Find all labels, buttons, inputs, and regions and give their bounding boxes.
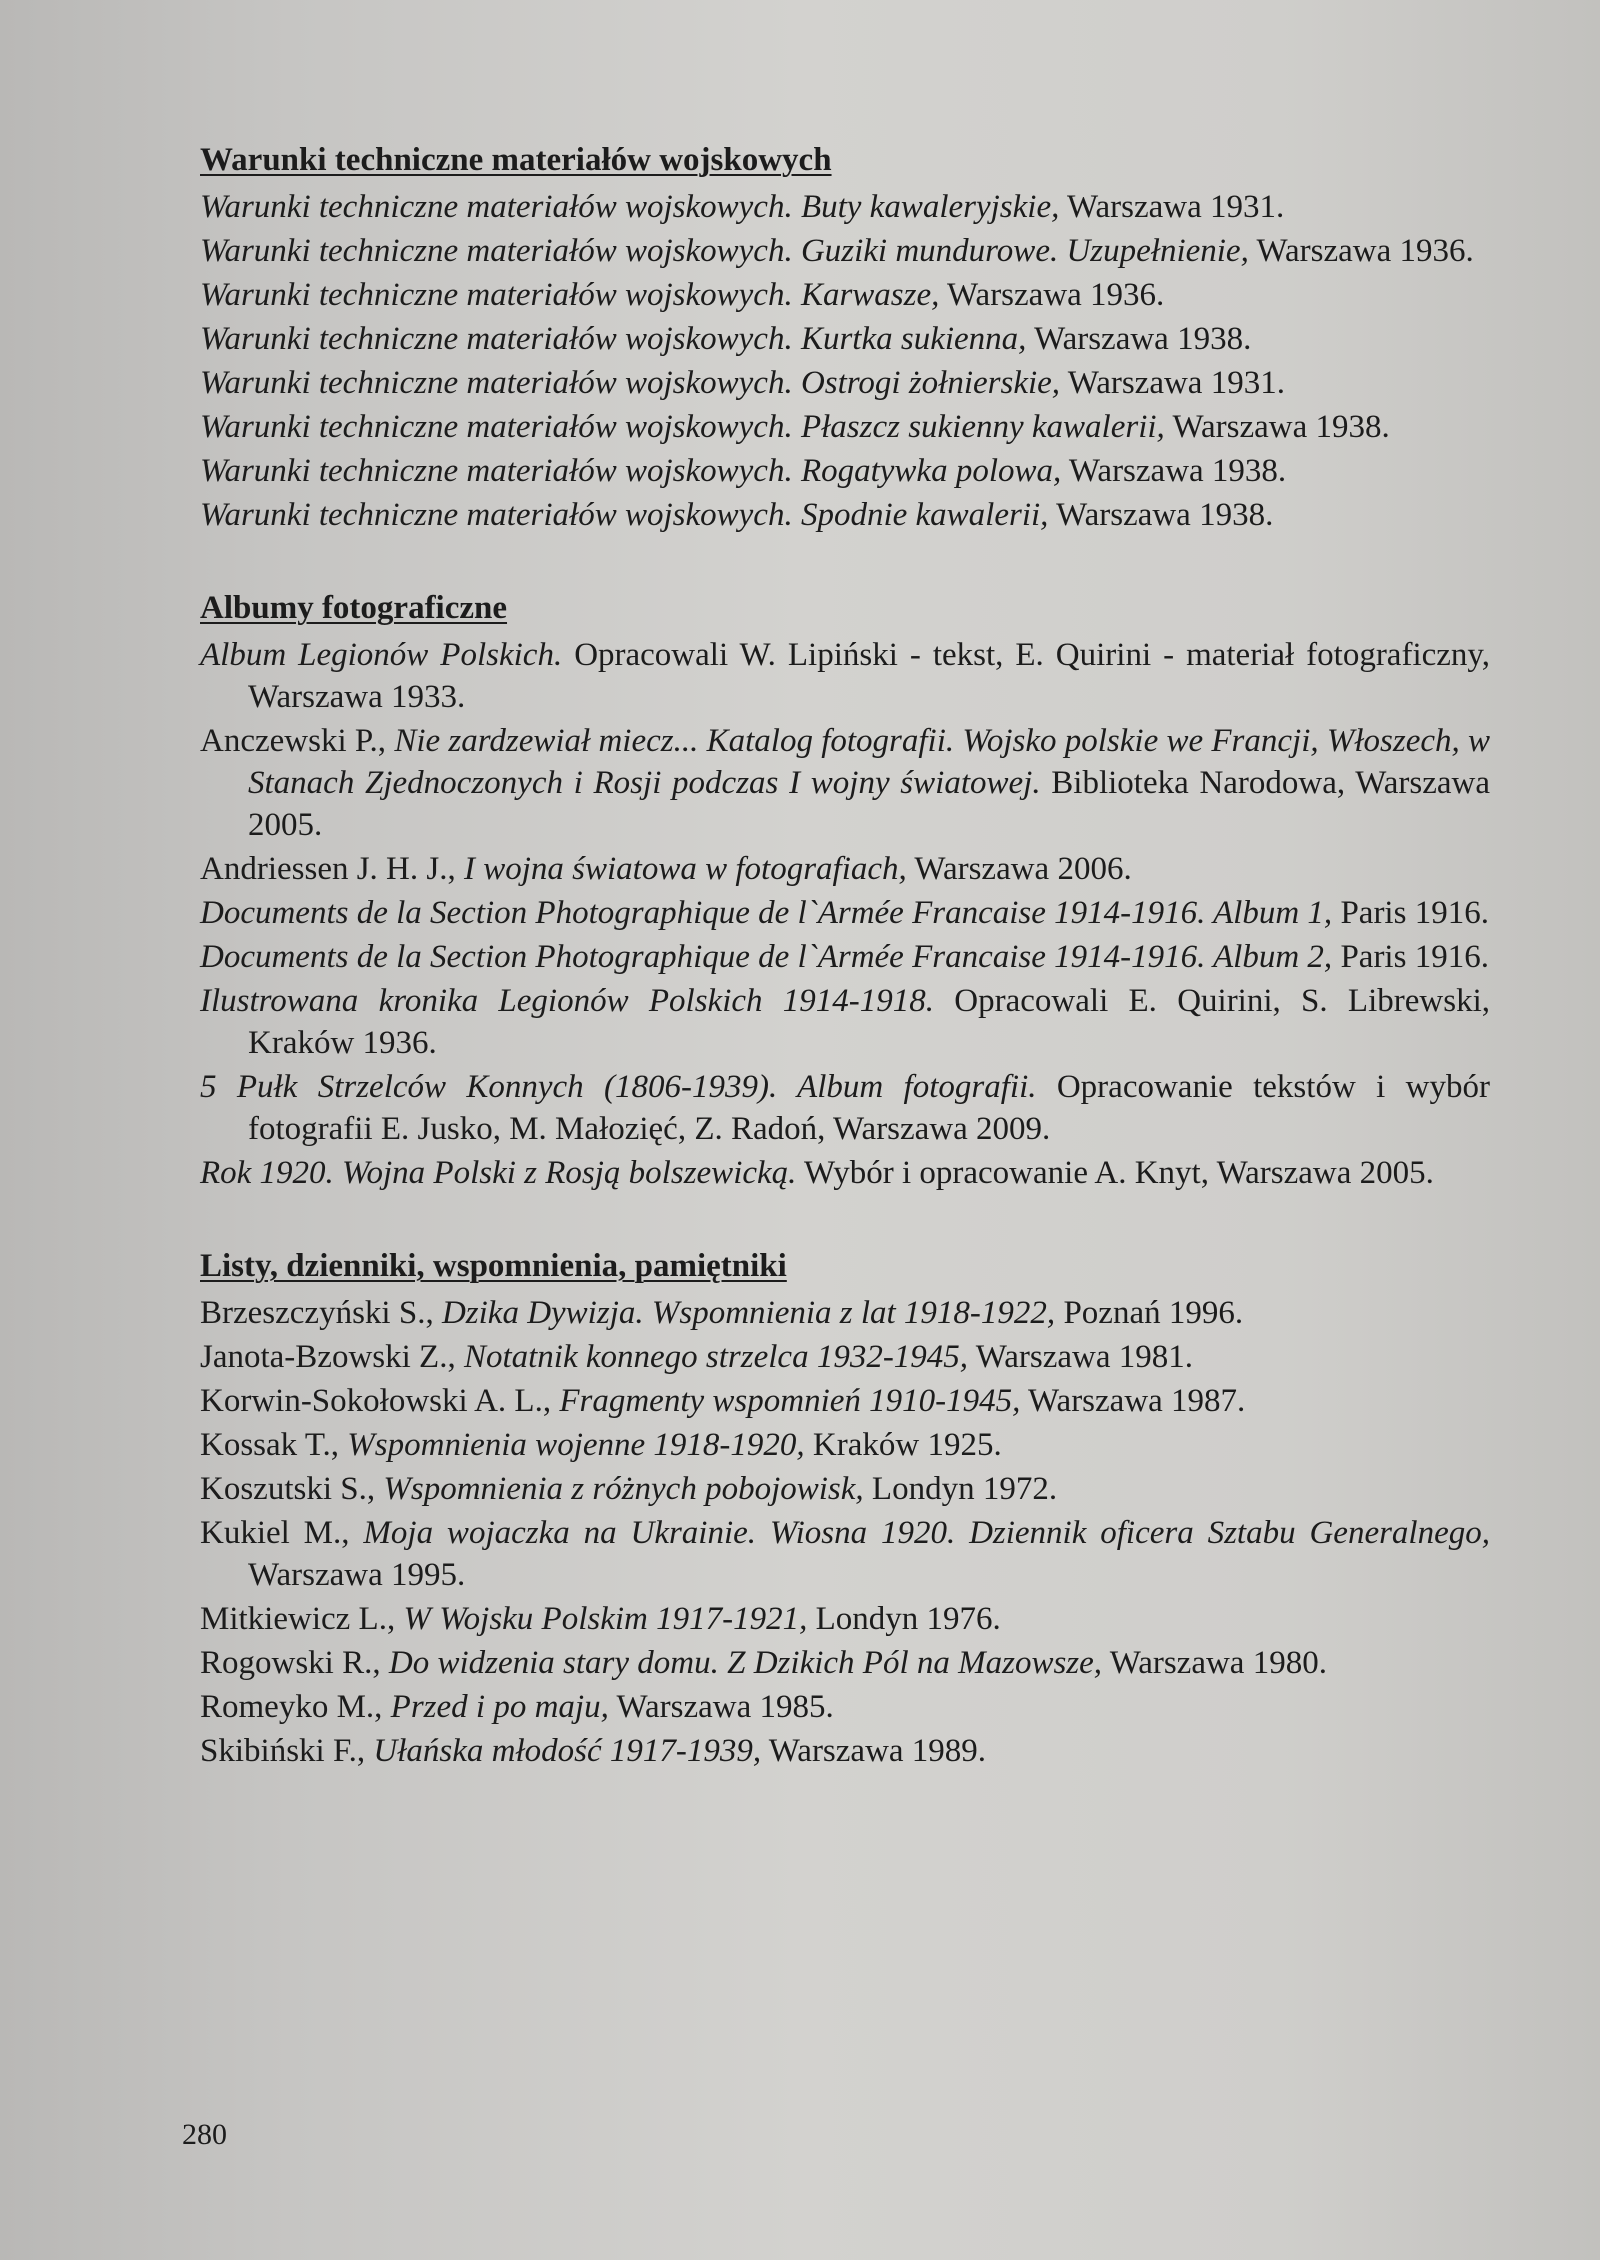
entry-title: 5 Pułk Strzelców Konnych (1806-1939). Album fotografii. xyxy=(200,1069,1037,1105)
entry-title: Do widzenia stary domu. Z Dzikich Pól na Mazowsze, xyxy=(388,1645,1103,1681)
entry-publication-info: Warszawa 1980. xyxy=(1102,1645,1327,1681)
bibliography-entry xyxy=(200,1152,1490,1194)
bibliography-section xyxy=(200,588,1490,1194)
entry-publication-info: Warszawa 1981. xyxy=(968,1339,1193,1375)
entry-publication-info: Warszawa 1931. xyxy=(1059,189,1285,225)
bibliography-entry xyxy=(200,494,1490,536)
entry-publication-info: Opracowanie tekstów i wybór fotografii E. Jusko, M. Małozięć, Z. Radoń, Warszawa 2009. xyxy=(248,1069,1490,1147)
entry-title: Documents de la Section Photographique de l`Armée Francaise 1914-1916. Album 2, xyxy=(200,939,1333,975)
bibliography-entry xyxy=(200,634,1490,718)
entry-publication-info: Warszawa 1985. xyxy=(608,1689,834,1725)
entry-publication-info: Londyn 1976. xyxy=(807,1601,1001,1637)
bibliography-entry xyxy=(200,318,1490,360)
entry-publication-info: Warszawa 1989. xyxy=(761,1733,987,1769)
bibliography-entry xyxy=(200,1292,1490,1334)
entry-author: Koszutski S., xyxy=(200,1471,384,1507)
entry-publication-info: Paris 1916. xyxy=(1332,939,1489,975)
entry-publication-info: Wybór i opracowanie A. Knyt, Warszawa 2005. xyxy=(796,1155,1434,1191)
bibliography-entry xyxy=(200,362,1490,404)
entry-title: Moja wojaczka na Ukrainie. Wiosna 1920. Dziennik oficera Sztabu Generalnego, xyxy=(363,1515,1490,1551)
entry-publication-info: Warszawa 1938. xyxy=(1164,409,1390,445)
entry-title: Warunki techniczne materiałów wojskowych. Guziki mundurowe. Uzupełnienie, xyxy=(200,233,1249,269)
page-number: 280 xyxy=(182,2118,227,2151)
entry-publication-info: Opracowali W. Lipiński - tekst, E. Quirini - materiał fotograficzny, Warszawa 1933. xyxy=(248,637,1491,715)
bibliography-entry xyxy=(200,1468,1490,1510)
bibliography-section xyxy=(200,1246,1490,1772)
bibliography-entry xyxy=(200,1424,1490,1466)
entry-author: Romeyko M., xyxy=(200,1689,391,1725)
entry-title: Warunki techniczne materiałów wojskowych. Rogatywka polowa, xyxy=(200,453,1062,489)
bibliography-entry xyxy=(200,1686,1490,1728)
bibliography-entry xyxy=(200,848,1490,890)
entry-publication-info: Warszawa 1938. xyxy=(1026,321,1252,357)
section-heading: Albumy fotograficzne xyxy=(200,590,508,626)
entry-publication-info: Warszawa 1987. xyxy=(1020,1383,1246,1419)
entry-publication-info: Paris 1916. xyxy=(1332,895,1489,931)
entry-title: Warunki techniczne materiałów wojskowych. Płaszcz sukienny kawalerii, xyxy=(200,409,1165,445)
bibliography-entry xyxy=(200,274,1490,316)
entry-title: Ułańska młodość 1917-1939, xyxy=(373,1733,762,1769)
entry-title: Warunki techniczne materiałów wojskowych. Spodnie kawalerii, xyxy=(200,497,1049,533)
bibliography-entry xyxy=(200,936,1490,978)
entry-title: Ilustrowana kronika Legionów Polskich 1914-1918. xyxy=(200,983,935,1019)
bibliography-entry xyxy=(200,720,1490,846)
entry-author: Kossak T., xyxy=(200,1427,348,1463)
entry-publication-info: Warszawa 1936. xyxy=(1248,233,1474,269)
entry-author: Andriessen J. H. J., xyxy=(200,851,464,887)
entry-title: Documents de la Section Photographique de l`Armée Francaise 1914-1916. Album 1, xyxy=(200,895,1333,931)
entry-publication-info: Warszawa 1938. xyxy=(1048,497,1274,533)
section-heading: Listy, dzienniki, wspomnienia, pamiętniki xyxy=(200,1248,787,1284)
bibliography-section xyxy=(200,140,1490,536)
entry-publication-info: Poznań 1996. xyxy=(1055,1295,1244,1331)
bibliography-entry xyxy=(200,450,1490,492)
bibliography-entry xyxy=(200,230,1490,272)
entry-author: Janota-Bzowski Z., xyxy=(200,1339,464,1375)
bibliography-entry xyxy=(200,1642,1490,1684)
bibliography-entry xyxy=(200,1730,1490,1772)
bibliography-entry xyxy=(200,406,1490,448)
bibliography-entry xyxy=(200,980,1490,1064)
entry-title: Wspomnienia z różnych pobojowisk, xyxy=(383,1471,864,1507)
entry-title: Album Legionów Polskich. xyxy=(200,637,563,673)
entry-title: Wspomnienia wojenne 1918-1920, xyxy=(347,1427,805,1463)
bibliography-entry xyxy=(200,1512,1490,1596)
bibliography-entry xyxy=(200,892,1490,934)
bibliography-entry xyxy=(200,186,1490,228)
entry-title: Nie zardzewiał miecz... Katalog fotografii. Wojsko polskie we Francji, Włoszech, w Stanach Zjednoczonych i Rosji podczas I wojny światowej. xyxy=(248,723,1491,801)
entry-publication-info: Warszawa 1995. xyxy=(248,1557,466,1593)
entry-title: Fragmenty wspomnień 1910-1945, xyxy=(559,1383,1021,1419)
entry-author: Brzeszczyński S., xyxy=(200,1295,442,1331)
entry-author: Anczewski P., xyxy=(200,723,395,759)
entry-title: Przed i po maju, xyxy=(390,1689,609,1725)
bibliography-entry xyxy=(200,1380,1490,1422)
entry-title: Warunki techniczne materiałów wojskowych. Karwasze, xyxy=(200,277,940,313)
bibliography-entry xyxy=(200,1336,1490,1378)
entry-author: Kukiel M., xyxy=(200,1515,364,1551)
section-heading: Warunki techniczne materiałów wojskowych xyxy=(200,142,832,178)
entry-title: Dzika Dywizja. Wspomnienia z lat 1918-1922, xyxy=(441,1295,1056,1331)
entry-author: Skibiński F., xyxy=(200,1733,374,1769)
entry-title: Notatnik konnego strzelca 1932-1945, xyxy=(463,1339,969,1375)
bibliography-content xyxy=(200,140,1490,1824)
entry-title: Warunki techniczne materiałów wojskowych. Kurtka sukienna, xyxy=(200,321,1027,357)
entry-title: I wojna światowa w fotografiach, xyxy=(463,851,907,887)
entry-author: Korwin-Sokołowski A. L., xyxy=(200,1383,560,1419)
entry-title: Rok 1920. Wojna Polski z Rosją bolszewicką. xyxy=(200,1155,797,1191)
entry-publication-info: Kraków 1925. xyxy=(804,1427,1002,1463)
entry-title: Warunki techniczne materiałów wojskowych. Ostrogi żołnierskie, xyxy=(200,365,1061,401)
entry-publication-info: Biblioteka Narodowa, Warszawa 2005. xyxy=(248,765,1491,843)
entry-publication-info: Warszawa 1938. xyxy=(1061,453,1287,489)
entry-publication-info: Opracowali E. Quirini, S. Librewski, Kraków 1936. xyxy=(248,983,1490,1061)
bibliography-entry xyxy=(200,1066,1490,1150)
entry-author: Mitkiewicz L., xyxy=(200,1601,404,1637)
entry-title: Warunki techniczne materiałów wojskowych. Buty kawaleryjskie, xyxy=(200,189,1060,225)
entry-publication-info: Warszawa 1931. xyxy=(1060,365,1285,401)
bibliography-entry xyxy=(200,1598,1490,1640)
entry-publication-info: Londyn 1972. xyxy=(863,1471,1058,1507)
entry-author: Rogowski R., xyxy=(200,1645,389,1681)
entry-publication-info: Warszawa 2006. xyxy=(906,851,1132,887)
entry-publication-info: Warszawa 1936. xyxy=(939,277,1165,313)
entry-title: W Wojsku Polskim 1917-1921, xyxy=(403,1601,808,1637)
